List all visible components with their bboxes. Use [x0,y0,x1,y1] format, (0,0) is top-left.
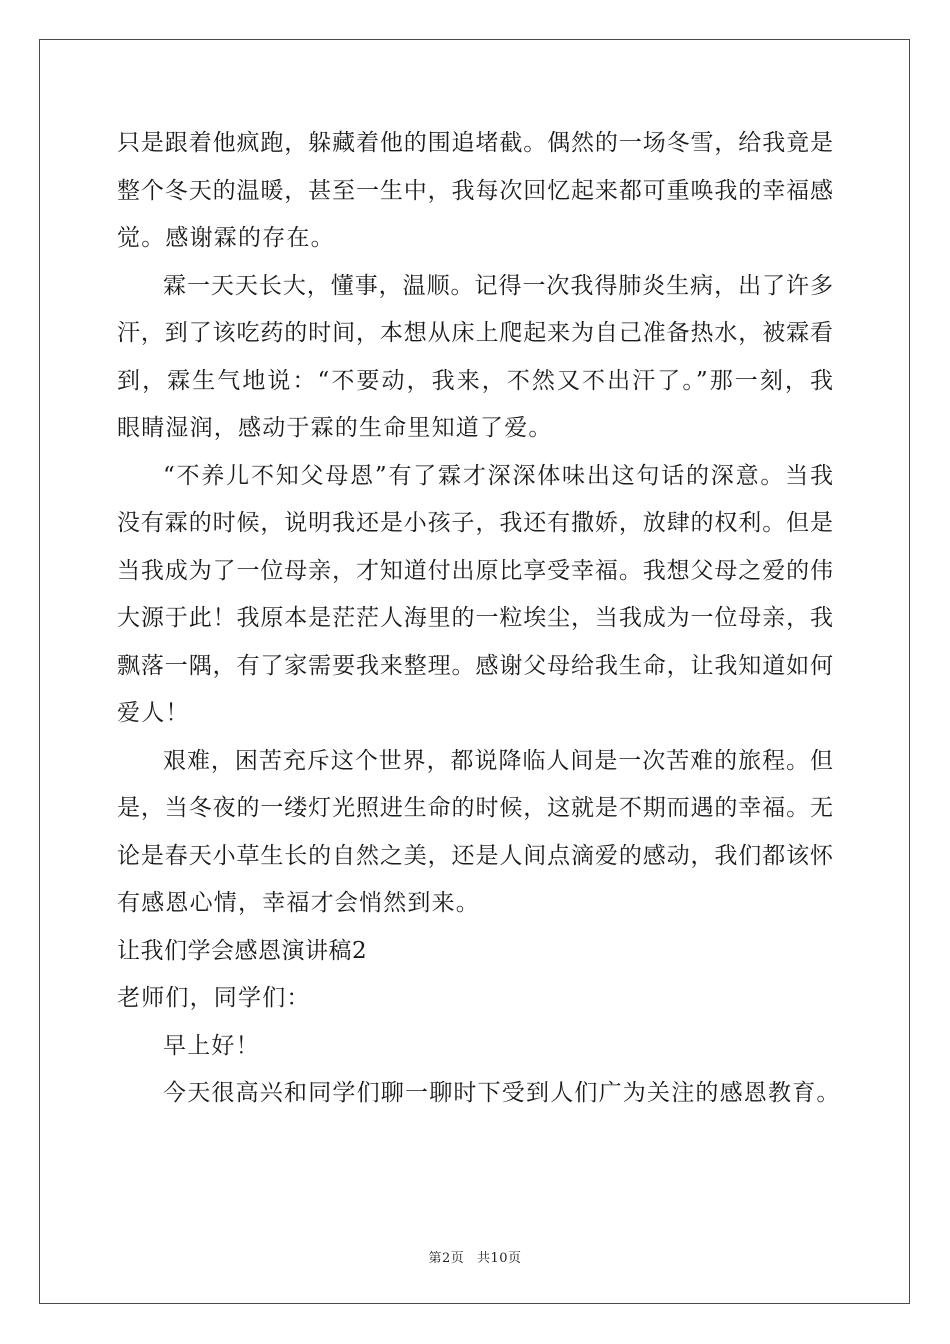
text-line: 飘落一隅，有了家需要我来整理。感谢父母给我生命，让我知道如何 [117,652,833,679]
text-line: 整个冬天的温暖，甚至一生中，我每次回忆起来都可重唤我的幸福感 [117,177,833,204]
text-line: 大源于此！我原本是茫茫人海里的一粒埃尘，当我成为一位母亲，我 [117,605,833,631]
text-line: 觉。感谢霖的存在。 [117,225,335,251]
page-number: 第2页 [428,1251,465,1266]
text-line: 爱人！ [117,700,190,726]
text-line: 艰难，困苦充斥这个世界，都说降临人间是一次苦难的旅程。但 [163,747,833,774]
text-line: 只是跟着他疯跑，躲藏着他的围追堵截。偶然的一场冬雪，给我竟是 [117,130,833,156]
text-line: 汗，到了该吃药的时间，本想从床上爬起来为自己准备热水，被霖看 [117,320,833,346]
text-line: 霖一天天长大，懂事，温顺。记得一次我得肺炎生病，出了许多 [163,272,833,299]
greeting-line: 早上好！ [163,1032,260,1059]
page-footer [0,1247,950,1266]
text-line: 是，当冬夜的一缕灯光照进生命的时候，这就是不期而遇的幸福。无 [117,795,833,821]
text-line: 当我成为了一位母亲，才知道付出原比享受幸福。我想父母之爱的伟 [117,557,833,584]
text-line: 今天很高兴和同学们聊一聊时下受到人们广为关注的感恩教育。 [163,1080,841,1106]
salutation-line: 老师们，同学们： [117,985,311,1011]
text-line: 到，霖生气地说：“不要动，我来，不然又不出汗了。”那一刻，我 [117,367,833,394]
text-line: “不养儿不知父母恩”有了霖才深深体味出这句话的深意。当我 [163,462,833,489]
text-line: 没有霖的时候，说明我还是小孩子，我还有撒娇，放肆的权利。但是 [117,510,833,536]
text-line: 眼睛湿润，感动于霖的生命里知道了爱。 [117,415,553,441]
text-line: 有感恩心情，幸福才会悄然到来。 [117,890,480,916]
section-heading: 让我们学会感恩演讲稿2 [117,937,368,964]
text-line: 论是春天小草生长的自然之美，还是人间点滴爱的感动，我们都该怀 [117,842,833,869]
document-body [117,126,841,1124]
page-total: 共10页 [476,1251,522,1266]
